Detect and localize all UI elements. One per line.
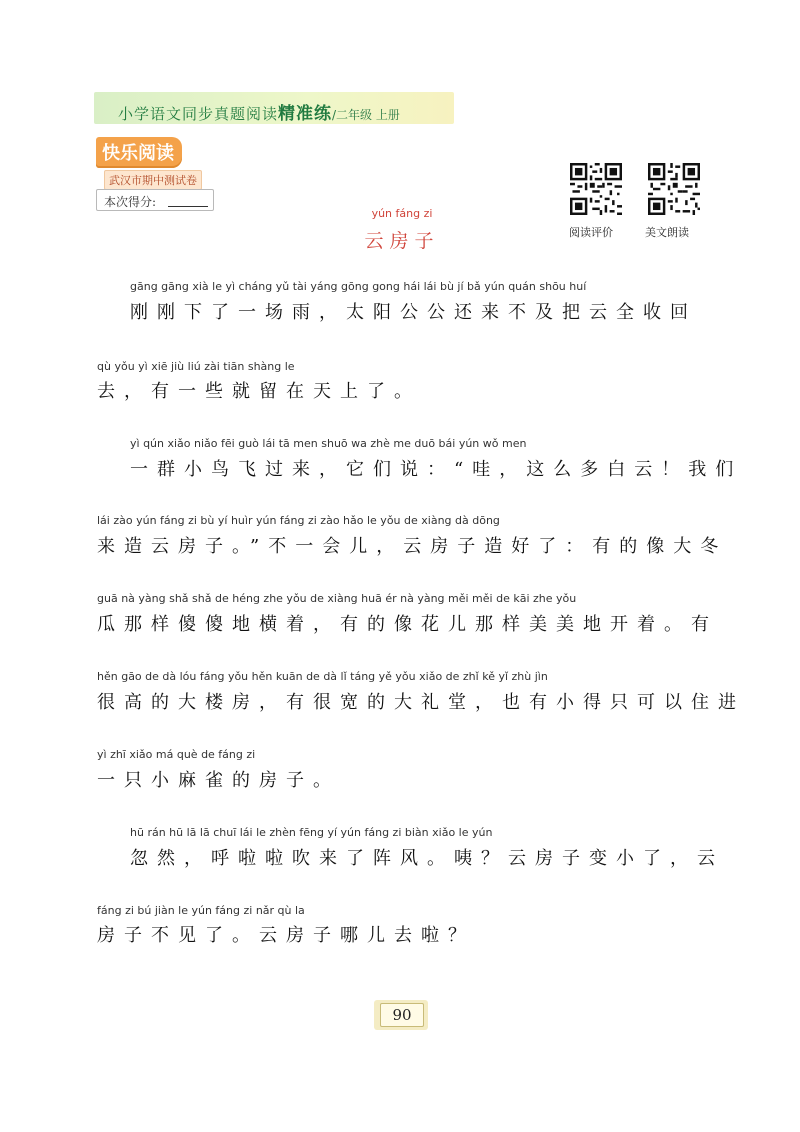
section-tag: 快乐阅读: [96, 137, 182, 168]
text-line: 房子不见了。云房子哪儿去啦？: [97, 925, 475, 946]
pinyin-line: yì zhī xiǎo má què de fáng zi: [97, 748, 256, 761]
grade-label: /二年级 上册: [332, 108, 400, 122]
pinyin-line: guā nà yàng shǎ shǎ de héng zhe yǒu de xiàng huā ér nà yàng měi měi de kāi zhe yǒu: [97, 592, 577, 605]
pinyin-line: hū rán hū lā lā chuī lái le zhèn fēng yí yún fáng zi biàn xiǎo le yún: [130, 826, 493, 839]
pinyin-line: yì qún xiǎo niǎo fēi guò lái tā men shuō wa zhè me duō bái yún wǒ men: [130, 437, 527, 450]
source-tag: 武汉市期中测试卷: [104, 170, 202, 190]
pinyin-line: gāng gāng xià le yì cháng yǔ tài yáng gōng gong hái lái bù jí bǎ yún quán shōu huí: [130, 280, 587, 293]
score-label: 本次得分:: [104, 195, 157, 209]
text-line: 刚刚下了一场雨，太阳公公还来不及把云全收回: [130, 302, 697, 323]
qr-caption: 美文朗读: [645, 226, 689, 239]
qr-code-icon[interactable]: [570, 163, 622, 215]
text-line: 忽然，呼啦啦吹来了阵风。咦？云房子变小了，云: [130, 848, 724, 869]
title-pinyin: yún fáng zi: [371, 207, 433, 220]
qr-caption: 阅读评价: [569, 226, 613, 239]
text-line: 一群小鸟飞过来，它们说：“哇，这么多白云！我们: [130, 459, 743, 480]
score-blank[interactable]: [168, 206, 208, 207]
text-line: 很高的大楼房，有很宽的大礼堂，也有小得只可以住进: [97, 692, 745, 713]
qr-code-icon[interactable]: [648, 163, 700, 215]
text-line: 瓜那样傻傻地横着，有的像花儿那样美美地开着。有: [97, 614, 718, 635]
pinyin-line: qù yǒu yì xiē jiù liú zài tiān shàng le: [97, 360, 295, 373]
series-prefix: 小学语文同步真题阅读: [118, 105, 279, 123]
story-title: 云房子: [364, 230, 440, 252]
pinyin-line: fáng zi bú jiàn le yún fáng zi nǎr qù la: [97, 904, 305, 917]
series-highlight: 精准练: [278, 104, 333, 124]
series-title: [118, 99, 400, 124]
text-line: 去，有一些就留在天上了。: [97, 381, 421, 402]
text-line: 一只小麻雀的房子。: [97, 770, 340, 791]
pinyin-line: lái zào yún fáng zi bù yí huìr yún fáng zi zào hǎo le yǒu de xiàng dà dōng: [97, 514, 500, 527]
pinyin-line: hěn gāo de dà lóu fáng yǒu hěn kuān de dà lǐ táng yě yǒu xiǎo de zhǐ kě yǐ zhù jìn: [97, 670, 548, 683]
page-number: 90: [380, 1003, 424, 1027]
text-line: 来造云房子。”不一会儿，云房子造好了：有的像大冬: [97, 536, 728, 557]
